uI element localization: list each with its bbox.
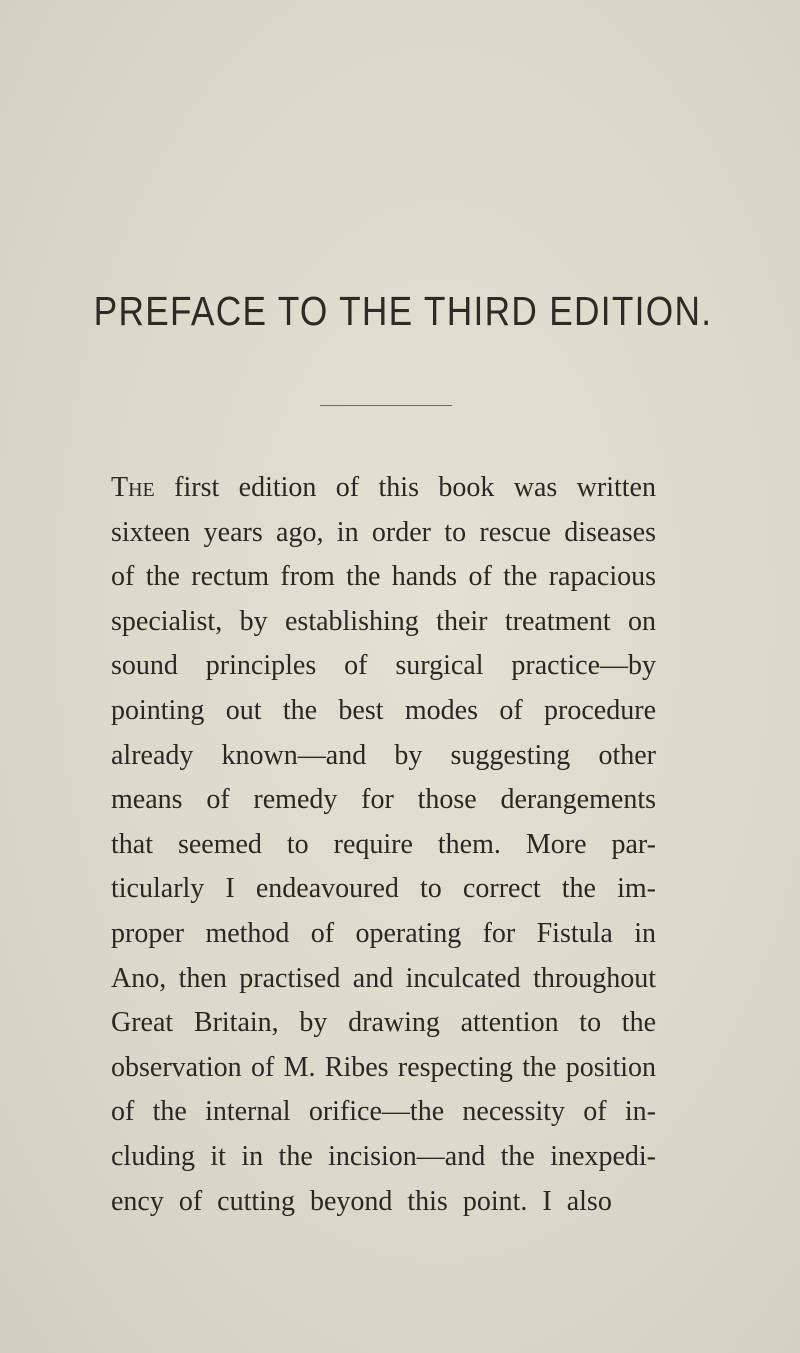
text-line: The first edition of this book was written xyxy=(111,472,656,503)
text-line: cluding it in the incision—and the inexpedi- xyxy=(111,1140,656,1172)
text-line: sixteen years ago, in order to rescue diseases xyxy=(111,516,656,548)
text-line: of the internal orifice—the necessity of in- xyxy=(111,1096,656,1128)
drop-word: The xyxy=(111,472,155,503)
text-line: ency of cutting beyond this point. I also xyxy=(111,1185,612,1217)
text-line: of the rectum from the hands of the rapacious xyxy=(111,561,656,593)
text-line: Ano, then practised and inculcated throughout xyxy=(111,962,656,994)
text-line: already known—and by suggesting other xyxy=(111,739,656,771)
text-line: ticularly I endeavoured to correct the im- xyxy=(111,873,656,905)
text-line: proper method of operating for Fistula in xyxy=(111,917,656,949)
text-line: observation of M. Ribes respecting the position xyxy=(111,1051,656,1083)
body-paragraph xyxy=(111,466,656,1224)
text-line: Great Britain, by drawing attention to the xyxy=(111,1007,656,1039)
text-line: pointing out the best modes of procedure xyxy=(111,694,656,726)
text-line: sound principles of surgical practice—by xyxy=(111,650,656,682)
page-heading: PREFACE TO THE THIRD EDITION. xyxy=(93,288,713,334)
text-line: specialist, by establishing their treatment on xyxy=(111,605,656,637)
text-line: means of remedy for those derangements xyxy=(111,784,656,816)
text-line: that seemed to require them. More par- xyxy=(111,828,656,860)
heading-divider xyxy=(320,405,452,406)
